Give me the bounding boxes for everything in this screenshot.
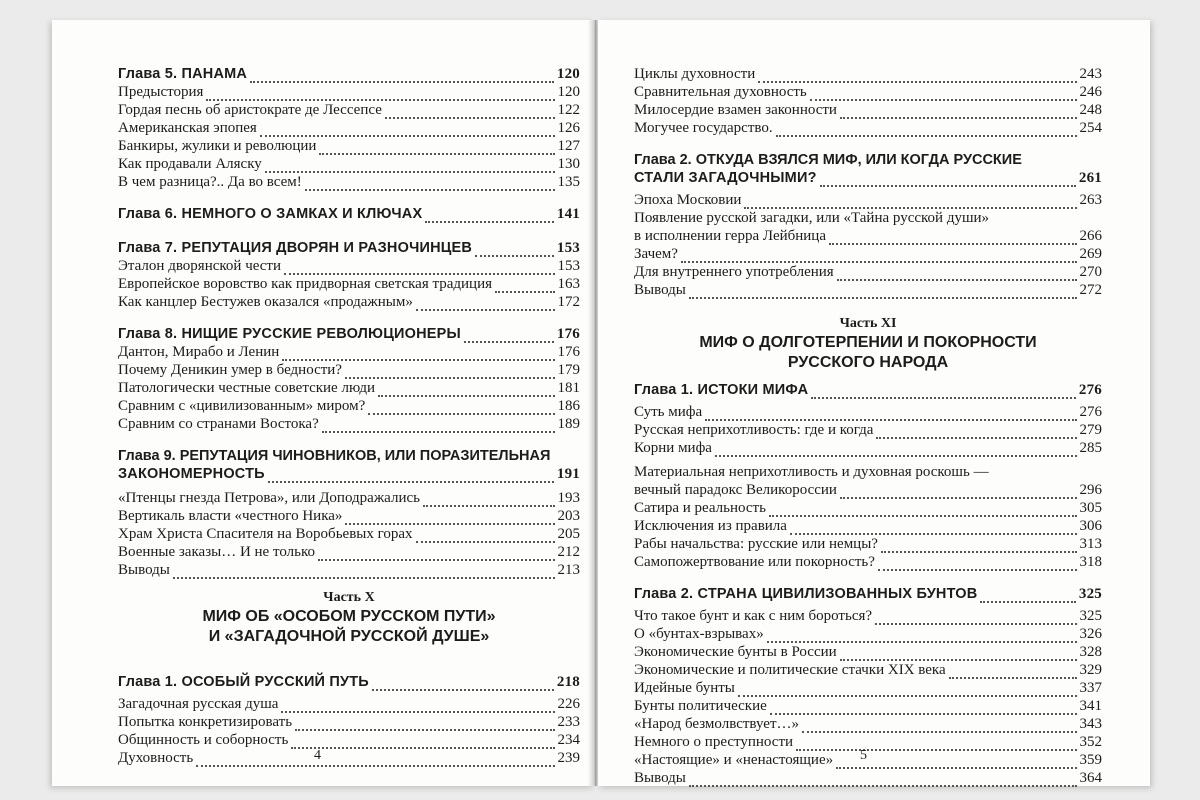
- left-page: [52, 20, 594, 786]
- toc-page-number: 352: [1079, 734, 1102, 750]
- toc-entry-title: Вертикаль власти «честного Ника»: [118, 508, 343, 524]
- toc-entry: [118, 293, 580, 311]
- dot-leader: [319, 140, 554, 155]
- dot-leader: [681, 248, 1077, 263]
- toc-page-number: 176: [556, 326, 580, 342]
- toc-page-number: 213: [557, 562, 580, 578]
- dot-leader: [770, 700, 1077, 715]
- dot-leader: [416, 296, 555, 311]
- toc-entry-line: Материальная неприхотливость и духовная роскошь —: [634, 464, 989, 480]
- toc-chapter: [634, 585, 1102, 603]
- dot-leader: [881, 538, 1077, 553]
- toc-page-number: 337: [1079, 680, 1102, 696]
- toc-entry-title: Глава 8. НИЩИЕ РУССКИЕ РЕВОЛЮЦИОНЕРЫ: [118, 326, 461, 342]
- toc-entry-title: Идейные бунты: [634, 680, 735, 696]
- toc-entry: [634, 101, 1102, 119]
- toc-entry-title: Самопожертвование или покорность?: [634, 554, 875, 570]
- toc-entry: [634, 643, 1102, 661]
- toc-entry-title: Военные заказы… И не только: [118, 544, 315, 560]
- right-page: [598, 20, 1150, 786]
- toc-entry-title: Глава 1. ИСТОКИ МИФА: [634, 382, 809, 398]
- toc-entry: [118, 415, 580, 433]
- dot-leader: [796, 736, 1076, 751]
- dot-leader: [173, 564, 555, 579]
- toc-page-number: 254: [1079, 120, 1102, 136]
- toc-entry: [634, 607, 1102, 625]
- toc-page-number: 276: [1078, 382, 1102, 398]
- dot-leader: [810, 86, 1077, 101]
- toc-page-number: 325: [1079, 608, 1102, 624]
- toc-page-number: 248: [1079, 102, 1102, 118]
- toc-entry-title: Духовность: [118, 750, 194, 766]
- toc-entry: [118, 507, 580, 525]
- toc-page-number: 243: [1079, 66, 1102, 82]
- dot-leader: [744, 194, 1076, 209]
- dot-leader: [284, 260, 554, 275]
- toc-page-number: 153: [557, 258, 580, 274]
- toc-entry-title: Могучее государство.: [634, 120, 773, 136]
- toc-entry-title: Зачем?: [634, 246, 678, 262]
- dot-leader: [423, 492, 555, 507]
- toc-entry-title: ЗАКОНОМЕРНОСТЬ: [118, 466, 265, 482]
- toc-entry-title: вечный парадокс Великороссии: [634, 482, 837, 498]
- toc-entry-title: Выводы: [118, 562, 170, 578]
- toc-entry-title: Глава 6. НЕМНОГО О ЗАМКАХ И КЛЮЧАХ: [118, 206, 423, 222]
- toc-entry-title: «Народ безмолвствует…»: [634, 716, 799, 732]
- dot-leader: [416, 528, 555, 543]
- dot-leader: [875, 610, 1076, 625]
- toc-entry-title: Гордая песнь об аристократе де Лессепсе: [118, 102, 382, 118]
- dot-leader: [767, 628, 1077, 643]
- toc-page-number: 120: [556, 66, 580, 82]
- toc-page-number: 246: [1079, 84, 1102, 100]
- dot-leader: [322, 418, 555, 433]
- toc-entry: [118, 343, 580, 361]
- toc-entry-title: Бунты политические: [634, 698, 767, 714]
- toc-page-number: 122: [557, 102, 580, 118]
- toc-entry: [118, 525, 580, 543]
- toc-entry-title: Загадочная русская душа: [118, 696, 279, 712]
- toc-page-number: 270: [1079, 264, 1102, 280]
- toc-page-number: 181: [557, 380, 580, 396]
- dot-leader: [949, 664, 1077, 679]
- toc-entry-title: Эталон дворянской чести: [118, 258, 282, 274]
- part-title: МИФ О ДОЛГОТЕРПЕНИИ И ПОКОРНОСТИ: [699, 334, 1037, 351]
- toc-entry-title: Глава 5. ПАНАМА: [118, 66, 248, 82]
- toc-page-number: 328: [1079, 644, 1102, 660]
- toc-chapter: [118, 205, 580, 223]
- toc-page-number: 172: [557, 294, 580, 310]
- dot-leader: [776, 122, 1077, 137]
- toc-entry-title: Эпоха Московии: [634, 192, 742, 208]
- toc-entry-title: Патологически честные советские люди: [118, 380, 376, 396]
- toc-entry-title: Как продавали Аляску: [118, 156, 262, 172]
- toc-page-number: 341: [1079, 698, 1102, 714]
- toc-entry: [634, 439, 1102, 457]
- toc-chapter-line: Глава 9. РЕПУТАЦИЯ ЧИНОВНИКОВ, ИЛИ ПОРАЗИТЕЛЬНАЯ: [118, 448, 551, 464]
- dot-leader: [811, 384, 1076, 399]
- dot-leader: [876, 424, 1076, 439]
- toc-entry-title: Попытка конкретизировать: [118, 714, 293, 730]
- toc-page-number: 329: [1079, 662, 1102, 678]
- part-title: РУССКОГО НАРОДА: [787, 354, 949, 371]
- toc-page-number: 179: [557, 362, 580, 378]
- page-number-left: 4: [314, 748, 321, 763]
- part-label: Часть X: [323, 590, 375, 605]
- toc-entry: [118, 489, 580, 507]
- toc-entry: [118, 379, 580, 397]
- toc-page-number: 130: [557, 156, 580, 172]
- toc-entry-title: Глава 2. СТРАНА ЦИВИЛИЗОВАННЫХ БУНТОВ: [634, 586, 978, 602]
- toc-entry: [634, 661, 1102, 679]
- toc-entry: [118, 543, 580, 561]
- toc-entry: [118, 101, 580, 119]
- toc-page-number: 279: [1079, 422, 1102, 438]
- toc-entry: [634, 517, 1102, 535]
- toc-page-number: 305: [1079, 500, 1102, 516]
- toc-page-number: 191: [556, 466, 580, 482]
- dot-leader: [837, 266, 1077, 281]
- toc-page-number: 141: [556, 206, 580, 222]
- toc-entry-title: в исполнении герра Лейбница: [634, 228, 826, 244]
- toc-entry: [634, 83, 1102, 101]
- toc-page-number: 325: [1078, 586, 1102, 602]
- dot-leader: [769, 502, 1077, 517]
- toc-chapter: [634, 169, 1102, 187]
- toc-entry-title: Глава 1. ОСОБЫЙ РУССКИЙ ПУТЬ: [118, 674, 369, 690]
- toc-entry-title: Выводы: [634, 282, 686, 298]
- toc-page-number: 193: [557, 490, 580, 506]
- dot-leader: [840, 484, 1077, 499]
- toc-entry-title: Милосердие взамен законности: [634, 102, 837, 118]
- dot-leader: [464, 328, 554, 343]
- toc-page-number: 272: [1079, 282, 1102, 298]
- dot-leader: [295, 716, 554, 731]
- toc-entry: [634, 227, 1102, 245]
- dot-leader: [345, 510, 554, 525]
- dot-leader: [268, 468, 554, 483]
- toc-entry-title: В чем разница?.. Да во всем!: [118, 174, 302, 190]
- toc-page-number: 135: [557, 174, 580, 190]
- toc-entry: [118, 83, 580, 101]
- toc-page-number: 126: [557, 120, 580, 136]
- toc-entry: [634, 119, 1102, 137]
- toc-chapter: [118, 325, 580, 343]
- toc-entry-title: Суть мифа: [634, 404, 703, 420]
- toc-entry-title: «Настоящие» и «ненастоящие»: [634, 752, 834, 768]
- toc-entry: [118, 119, 580, 137]
- dot-leader: [260, 122, 555, 137]
- toc-chapter: [118, 673, 580, 691]
- dot-leader: [738, 682, 1077, 697]
- toc-page-number: 276: [1079, 404, 1102, 420]
- toc-page-number: 313: [1079, 536, 1102, 552]
- part-heading: [634, 315, 1102, 373]
- toc-page-number: 318: [1079, 554, 1102, 570]
- toc-page-number: 263: [1079, 192, 1102, 208]
- toc-page-number: 120: [557, 84, 580, 100]
- dot-leader: [495, 278, 555, 293]
- toc-entry: [634, 679, 1102, 697]
- dot-leader: [705, 406, 1076, 421]
- dot-leader: [345, 364, 555, 379]
- toc-entry-title: Выводы: [634, 770, 686, 786]
- toc-entry-title: СТАЛИ ЗАГАДОЧНЫМИ?: [634, 170, 817, 186]
- toc-entry-title: Рабы начальства: русские или немцы?: [634, 536, 878, 552]
- toc-entry: [634, 403, 1102, 421]
- toc-chapter-line: Глава 2. ОТКУДА ВЗЯЛСЯ МИФ, ИЛИ КОГДА РУССКИЕ: [634, 152, 1022, 168]
- toc-entry-title: Исключения из правила: [634, 518, 787, 534]
- toc-entry-title: Банкиры, жулики и революции: [118, 138, 317, 154]
- toc-entry-title: Американская эпопея: [118, 120, 257, 136]
- toc-entry-title: Сравнительная духовность: [634, 84, 807, 100]
- toc-entry: [634, 281, 1102, 299]
- toc-entry: [118, 695, 580, 713]
- toc-entry-line: Появление русской загадки, или «Тайна русской души»: [634, 210, 990, 226]
- dot-leader: [282, 346, 554, 361]
- toc-page-number: 359: [1079, 752, 1102, 768]
- toc-entry-title: Циклы духовности: [634, 66, 756, 82]
- toc-entry-title: О «бунтах-взрывах»: [634, 626, 764, 642]
- toc-entry: [118, 257, 580, 275]
- dot-leader: [372, 676, 554, 691]
- part-heading: [118, 589, 580, 647]
- toc-entry: [634, 715, 1102, 733]
- dot-leader: [836, 754, 1076, 769]
- toc-page-number: 163: [557, 276, 580, 292]
- toc-entry-title: Дантон, Мирабо и Ленин: [118, 344, 280, 360]
- dot-leader: [196, 752, 554, 767]
- dot-leader: [425, 208, 554, 223]
- dot-leader: [385, 104, 555, 119]
- toc-entry: [634, 733, 1102, 751]
- toc-entry-title: Корни мифа: [634, 440, 712, 456]
- dot-leader: [265, 158, 555, 173]
- toc-entry-title: «Птенцы гнезда Петрова», или Доподражались: [118, 490, 420, 506]
- dot-leader: [758, 68, 1076, 83]
- toc-entry-title: Как канцлер Бестужев оказался «продажным»: [118, 294, 413, 310]
- toc-page-number: 205: [557, 526, 580, 542]
- toc-page-number: 296: [1079, 482, 1102, 498]
- dot-leader: [250, 68, 554, 83]
- toc-entry-title: Общинность и соборность: [118, 732, 289, 748]
- toc-entry-title: Европейское воровство как придворная светская традиция: [118, 276, 492, 292]
- toc-page-number: 226: [557, 696, 580, 712]
- toc-entry: [118, 275, 580, 293]
- toc-page-number: 266: [1079, 228, 1102, 244]
- toc-entry: [118, 397, 580, 415]
- toc-entry-title: Сравним со странами Востока?: [118, 416, 319, 432]
- dot-leader: [378, 382, 554, 397]
- dot-leader: [840, 646, 1077, 661]
- toc-page-number: 326: [1079, 626, 1102, 642]
- toc-page-number: 343: [1079, 716, 1102, 732]
- toc-page-number: 239: [557, 750, 580, 766]
- toc-entry-title: Экономические и политические стачки XIX века: [634, 662, 946, 678]
- toc-entry-title: Для внутреннего употребления: [634, 264, 834, 280]
- toc-entry: [634, 625, 1102, 643]
- toc-entry-title: Сатира и реальность: [634, 500, 766, 516]
- toc-entry: [634, 481, 1102, 499]
- toc-page-number: 189: [557, 416, 580, 432]
- toc-entry-title: Храм Христа Спасителя на Воробьевых горах: [118, 526, 413, 542]
- toc-page-number: 364: [1079, 770, 1102, 786]
- toc-entry-title: Почему Деникин умер в бедности?: [118, 362, 342, 378]
- dot-leader: [475, 242, 554, 257]
- toc-page-number: 234: [557, 732, 580, 748]
- dot-leader: [206, 86, 554, 101]
- toc-page-number: 212: [557, 544, 580, 560]
- toc-entry: [634, 553, 1102, 571]
- toc-chapter: [118, 65, 580, 83]
- toc-entry-title: Немного о преступности: [634, 734, 794, 750]
- toc-entry: [118, 713, 580, 731]
- toc-page-number: 285: [1079, 440, 1102, 456]
- toc-entry: [634, 769, 1102, 787]
- toc-entry-title: Русская неприхотливость: где и когда: [634, 422, 874, 438]
- toc-entry: [634, 245, 1102, 263]
- toc-entry: [118, 731, 580, 749]
- dot-leader: [305, 176, 555, 191]
- dot-leader: [829, 230, 1077, 245]
- dot-leader: [368, 400, 554, 415]
- toc-page-number: 127: [557, 138, 580, 154]
- toc-entry: [634, 751, 1102, 769]
- dot-leader: [980, 588, 1075, 603]
- toc-entry: [118, 137, 580, 155]
- toc-entry: [118, 155, 580, 173]
- toc-left: [118, 65, 580, 767]
- toc-entry: [118, 361, 580, 379]
- toc-entry: [634, 535, 1102, 553]
- toc-entry: [634, 263, 1102, 281]
- toc-entry: [118, 749, 580, 767]
- toc-chapter: [118, 465, 580, 483]
- toc-page-number: 269: [1079, 246, 1102, 262]
- part-title: И «ЗАГАДОЧНОЙ РУССКОЙ ДУШЕ»: [208, 628, 490, 645]
- part-label: Часть XI: [839, 316, 897, 331]
- dot-leader: [790, 520, 1077, 535]
- toc-entry-title: Предыстория: [118, 84, 204, 100]
- toc-chapter: [634, 381, 1102, 399]
- toc-page-number: 233: [557, 714, 580, 730]
- dot-leader: [715, 442, 1077, 457]
- dot-leader: [840, 104, 1077, 119]
- dot-leader: [689, 772, 1077, 787]
- dot-leader: [281, 698, 554, 713]
- toc-entry: [634, 65, 1102, 83]
- toc-page-number: 153: [556, 240, 580, 256]
- toc-page-number: 203: [557, 508, 580, 524]
- toc-entry-title: Что такое бунт и как с ним бороться?: [634, 608, 873, 624]
- toc-page-number: 176: [557, 344, 580, 360]
- toc-entry: [634, 191, 1102, 209]
- toc-page-number: 306: [1079, 518, 1102, 534]
- dot-leader: [689, 284, 1077, 299]
- toc-entry: [634, 697, 1102, 715]
- part-title: МИФ ОБ «ОСОБОМ РУССКОМ ПУТИ»: [202, 608, 496, 625]
- toc-entry: [634, 421, 1102, 439]
- toc-chapter: [118, 239, 580, 257]
- toc-page-number: 218: [556, 674, 580, 690]
- toc-entry-title: Глава 7. РЕПУТАЦИЯ ДВОРЯН И РАЗНОЧИНЦЕВ: [118, 240, 473, 256]
- page-number-right: 5: [860, 748, 867, 763]
- toc-entry: [118, 561, 580, 579]
- toc-page-number: 261: [1078, 170, 1102, 186]
- toc-entry-title: Экономические бунты в России: [634, 644, 837, 660]
- toc-right: [634, 65, 1102, 787]
- dot-leader: [291, 734, 554, 749]
- dot-leader: [802, 718, 1077, 733]
- dot-leader: [318, 546, 555, 561]
- toc-entry: [634, 499, 1102, 517]
- dot-leader: [820, 172, 1076, 187]
- toc-entry: [118, 173, 580, 191]
- dot-leader: [878, 556, 1077, 571]
- toc-page-number: 186: [557, 398, 580, 414]
- toc-entry-title: Сравним с «цивилизованным» миром?: [118, 398, 366, 414]
